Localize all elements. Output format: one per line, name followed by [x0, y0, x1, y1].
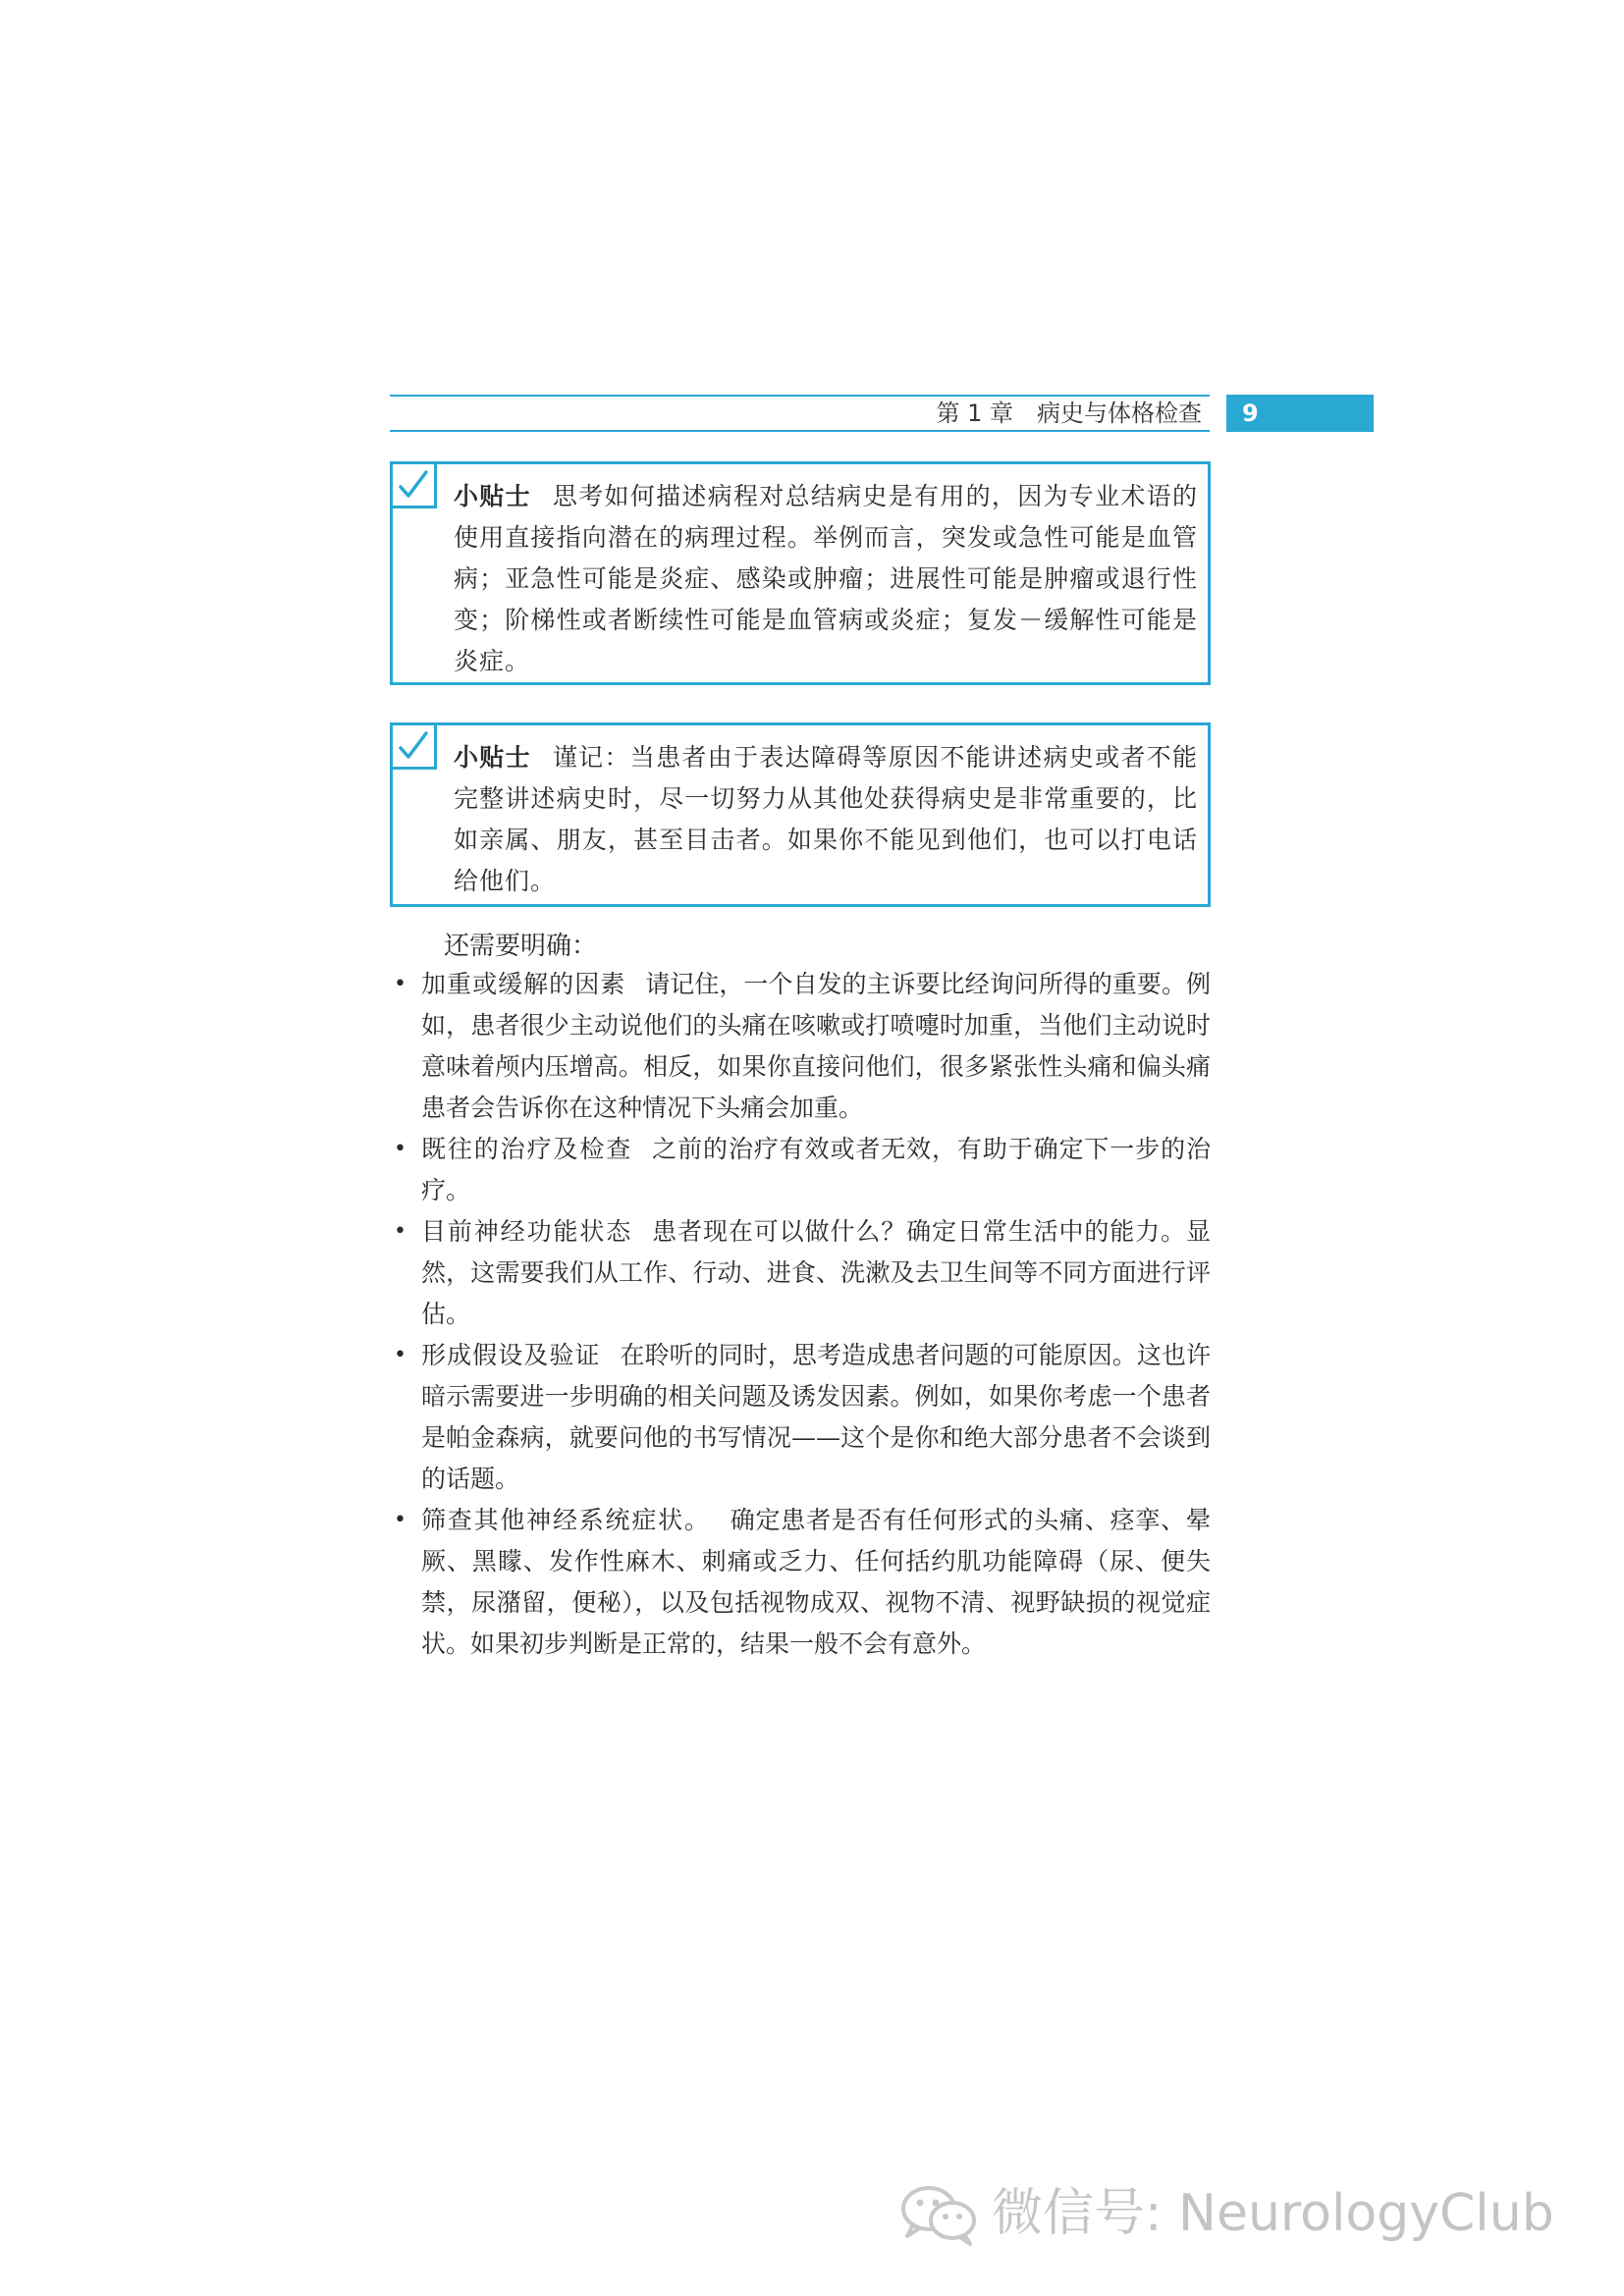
bullet-dot-icon: •: [394, 1343, 406, 1367]
bullet-list: [390, 964, 1211, 1665]
watermark: [895, 2174, 1554, 2253]
bullet-dot-icon: •: [394, 1219, 406, 1244]
tip-box: [390, 722, 1211, 907]
bullet-term: 筛查其他神经系统症状。: [421, 1506, 711, 1534]
list-item: [390, 964, 1211, 1129]
list-item: [390, 1211, 1211, 1335]
header-rule: [390, 395, 1210, 397]
running-header: [390, 395, 1374, 432]
list-item: [390, 1129, 1211, 1211]
chapter-title: 第 1 章 病史与体格检查: [936, 400, 1202, 427]
bullet-text: 在聆听的同时，思考造成患者问题的可能原因。这也许暗示需要进一步明确的相关问题及诱发因素。例如，如果你考虑一个患者是帕金森病，就要问他的书写情况——这个是你和绝大部分患者不会谈到的话题。: [421, 1341, 1211, 1493]
page-number-tab: [1226, 395, 1374, 432]
bullet-term: 加重或缓解的因素: [421, 970, 626, 998]
bullet-text: 之前的治疗有效或者无效，有助于确定下一步的治疗。: [421, 1135, 1211, 1204]
tip-box: [390, 461, 1211, 685]
check-icon: [390, 722, 437, 770]
tip-label: 小贴士: [454, 743, 531, 772]
tip-label: 小贴士: [454, 482, 531, 510]
bullet-text: 确定患者是否有任何形式的头痛、痉挛、晕厥、黑矇、发作性麻木、刺痛或乏力、任何括约肌功能障碍（尿、便失禁，尿潴留，便秘），以及包括视物成双、视物不清、视野缺损的视觉症状。如果初步判断是正常的，结果一般不会有意外。: [421, 1506, 1211, 1658]
bullet-dot-icon: •: [394, 1137, 406, 1161]
tip-body: 谨记：当患者由于表达障碍等原因不能讲述病史或者不能完整讲述病史时，尽一切努力从其他处获得病史是非常重要的，比如亲属、朋友，甚至目击者。如果你不能见到他们，也可以打电话给他们。: [454, 743, 1198, 895]
bullet-text: 请记住，一个自发的主诉要比经询问所得的重要。例如，患者很少主动说他们的头痛在咳嗽或打喷嚏时加重，当他们主动说时意味着颅内压增高。相反，如果你直接问他们，很多紧张性头痛和偏头痛患者会告诉你在这种情况下头痛会加重。: [421, 970, 1211, 1122]
list-item: [390, 1335, 1211, 1500]
tip-body: 思考如何描述病程对总结病史是有用的，因为专业术语的使用直接指向潜在的病理过程。举例而言，突发或急性可能是血管病；亚急性可能是炎症、感染或肿瘤；进展性可能是肿瘤或退行性变；阶梯性或者断续性可能是血管病或炎症；复发－缓解性可能是炎症。: [454, 482, 1198, 675]
bullet-dot-icon: •: [394, 972, 406, 996]
page-number: 9: [1242, 400, 1259, 427]
header-rule: [390, 430, 1210, 432]
list-item: [390, 1500, 1211, 1665]
bullet-term: 目前神经功能状态: [421, 1217, 633, 1246]
bullet-term: 形成假设及验证: [421, 1341, 601, 1369]
check-icon: [390, 461, 437, 508]
watermark-text: 微信号: NeurologyClub: [992, 2184, 1554, 2243]
intro-text: 还需要明确：: [444, 932, 598, 961]
tip-text: [454, 476, 1198, 682]
bullet-term: 既往的治疗及检查: [421, 1135, 633, 1163]
bullet-dot-icon: •: [394, 1508, 406, 1532]
bullet-text: 患者现在可以做什么？确定日常生活中的能力。显然，这需要我们从工作、行动、进食、洗漱及去卫生间等不同方面进行评估。: [421, 1217, 1211, 1328]
wechat-logo-icon: [895, 2179, 984, 2248]
tip-text: [454, 737, 1198, 902]
